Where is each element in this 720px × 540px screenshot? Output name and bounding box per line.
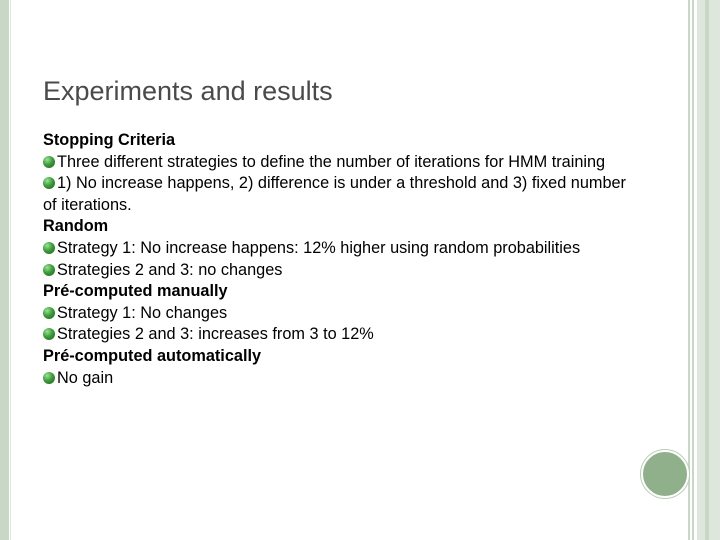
bullet-text: Strategies 2 and 3: increases from 3 to 12% [57,325,374,344]
bullet-icon [43,264,55,276]
left-frame-line [10,0,11,540]
left-frame-bar [0,0,9,540]
section-heading-precomputed-manually: Pré-computed manually [43,282,228,301]
bullet-text: No gain [57,368,114,387]
right-frame-line-b [692,0,694,540]
bullet-item [43,260,633,282]
section-heading-precomputed-automatically: Pré-computed automatically [43,346,262,365]
bullet-text: 1) No increase happens, 2) difference is under a threshold and 3) fixed number of iterations. [43,174,626,214]
section-heading-stopping-criteria: Stopping Criteria [43,131,176,149]
bullet-item [43,238,633,260]
bullet-icon [43,372,55,384]
bullet-item [43,152,633,174]
bullet-text: Strategy 1: No increase happens: 12% higher using random probabilities [57,238,581,257]
bullet-icon [43,242,55,254]
bullet-text: Three different strategies to define the number of iterations for HMM training [57,152,606,171]
bullet-text: Strategies 2 and 3: no changes [57,260,283,279]
right-frame-stripe [705,0,709,540]
bullet-item [43,303,633,325]
bullet-icon [43,307,55,319]
bullet-icon [43,156,55,168]
section-heading-random: Random [43,217,109,236]
right-frame-line-a [688,0,690,540]
bullet-icon [43,177,55,189]
slide-content [43,130,633,389]
slide-title: Experiments and results [43,76,333,106]
bullet-item [43,324,633,346]
bullet-text: Strategy 1: No changes [57,303,228,322]
bullet-item [43,368,633,390]
bullet-item [43,173,633,216]
bullet-icon [43,328,55,340]
decorative-circle [641,450,689,498]
